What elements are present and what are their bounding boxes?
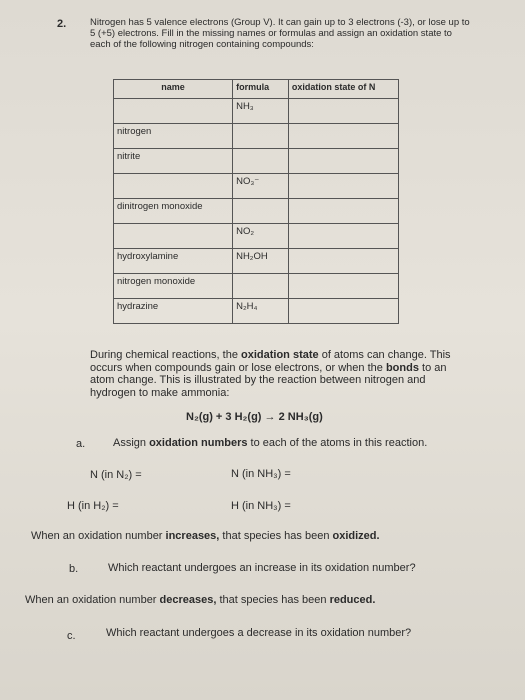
- table-row: [114, 299, 399, 324]
- cell-oxidation[interactable]: [288, 199, 398, 224]
- header-oxidation-state: oxidation state of N: [288, 80, 398, 99]
- stmt-text: When an oxidation number: [31, 530, 166, 542]
- cell-formula[interactable]: N₂H₄: [233, 299, 289, 324]
- cell-oxidation[interactable]: [288, 224, 398, 249]
- stmt-bold: oxidized.: [332, 530, 380, 542]
- question-number: 2.: [57, 18, 67, 30]
- stmt-text: that species has been: [219, 530, 333, 542]
- table-row: [114, 224, 399, 249]
- prompt-text: to each of the atoms in this reaction.: [247, 437, 428, 449]
- decrease-statement: [25, 594, 375, 606]
- prompt-bold: oxidation numbers: [149, 437, 248, 449]
- table-row: [114, 124, 399, 149]
- para-text: to an atom change. This is illustrated by the reaction between nitrogen and hydrogen to make ammonia:: [90, 361, 447, 399]
- cell-formula[interactable]: [233, 124, 289, 149]
- increase-statement: [31, 530, 380, 542]
- header-formula: formula: [233, 80, 289, 99]
- cell-name[interactable]: [114, 174, 233, 199]
- cell-name[interactable]: hydrazine: [114, 299, 233, 324]
- cell-oxidation[interactable]: [288, 249, 398, 274]
- cell-name[interactable]: dinitrogen monoxide: [114, 199, 233, 224]
- cell-name[interactable]: nitrite: [114, 149, 233, 174]
- table-row: [114, 149, 399, 174]
- table-row: [114, 249, 399, 274]
- cell-name[interactable]: hydroxylamine: [114, 249, 233, 274]
- stmt-bold: reduced.: [329, 594, 376, 606]
- stmt-bold: increases,: [165, 530, 220, 542]
- cell-oxidation[interactable]: [288, 99, 398, 124]
- cell-formula[interactable]: NH₂OH: [233, 249, 289, 274]
- cell-oxidation[interactable]: [288, 149, 398, 174]
- cell-name[interactable]: [114, 224, 233, 249]
- para-bold-term: bonds: [385, 361, 419, 374]
- part-a-letter: a.: [76, 438, 86, 450]
- cell-oxidation[interactable]: [288, 299, 398, 324]
- part-b-letter: b.: [69, 563, 79, 575]
- nitrogen-compounds-table: [113, 79, 399, 324]
- n-in-n2-answer[interactable]: N (in N₂) =: [90, 469, 142, 481]
- h-in-h2-answer[interactable]: H (in H₂) =: [67, 500, 119, 512]
- cell-name[interactable]: nitrogen: [114, 124, 233, 149]
- cell-oxidation[interactable]: [288, 274, 398, 299]
- cell-formula[interactable]: [233, 199, 289, 224]
- cell-name[interactable]: [114, 99, 233, 124]
- cell-oxidation[interactable]: [288, 124, 398, 149]
- header-name: name: [114, 80, 233, 99]
- table-row: [114, 99, 399, 124]
- cell-formula[interactable]: NO₂: [233, 224, 289, 249]
- part-c-letter: c.: [67, 630, 76, 642]
- cell-formula[interactable]: [233, 274, 289, 299]
- part-c-question: Which reactant undergoes a decrease in its oxidation number?: [106, 627, 412, 639]
- table-header-row: [114, 80, 399, 99]
- stmt-bold: decreases,: [159, 594, 217, 606]
- h-in-nh3-answer[interactable]: H (in NH₃) =: [231, 500, 291, 512]
- prompt-text: Assign: [113, 437, 150, 449]
- stmt-text: When an oxidation number: [25, 594, 160, 606]
- cell-name[interactable]: nitrogen monoxide: [114, 274, 233, 299]
- cell-formula[interactable]: NH₃: [233, 99, 289, 124]
- cell-formula[interactable]: NO₃⁻: [233, 174, 289, 199]
- part-b-question: Which reactant undergoes an increase in its oxidation number?: [108, 562, 416, 574]
- cell-oxidation[interactable]: [288, 174, 398, 199]
- cell-formula[interactable]: [233, 149, 289, 174]
- table-row: [114, 174, 399, 199]
- n-in-nh3-answer[interactable]: N (in NH₃) =: [231, 468, 291, 480]
- table-row: [114, 199, 399, 224]
- part-a-prompt: [113, 437, 427, 449]
- ammonia-equation: N₂(g) + 3 H₂(g) → 2 NH₃(g): [186, 411, 323, 423]
- para-text: During chemical reactions, the: [90, 349, 242, 361]
- stmt-text: that species has been: [216, 594, 330, 606]
- table-row: [114, 274, 399, 299]
- para-text: of atoms can change. This occurs when compounds gain or lose electrons, or when the: [90, 349, 451, 374]
- question-intro: Nitrogen has 5 valence electrons (Group V). It can gain up to 3 electrons (-3), or lose up to 5 (+5) electrons. Fill in the missing names or formulas and assign an oxidation state to each of the following nitrogen containing compounds:: [90, 17, 470, 50]
- oxidation-state-paragraph: [90, 349, 460, 399]
- para-bold-term: oxidation state: [241, 349, 319, 361]
